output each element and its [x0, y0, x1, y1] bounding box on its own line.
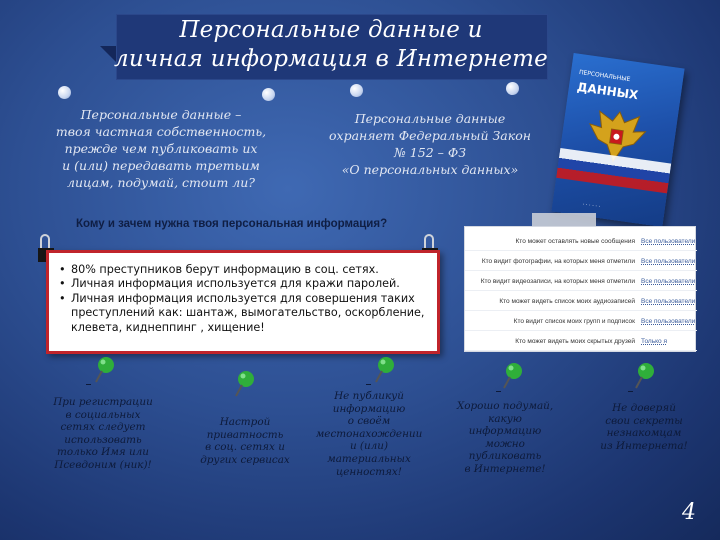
book-flag — [556, 148, 671, 193]
decor-dot — [506, 82, 519, 95]
intro-right-line: № 152 – ФЗ — [393, 145, 467, 160]
page-title — [96, 16, 566, 74]
tip-note-line: информацию — [332, 402, 406, 415]
book-footer-mark: · · · · · · — [582, 201, 601, 211]
book-title-line-1: ПЕРСОНАЛЬНЫЕ — [578, 68, 631, 84]
intro-right — [322, 110, 538, 178]
tip-note-line: материальных — [327, 452, 411, 465]
tip-note-line: ценностях! — [336, 465, 402, 478]
facts-card — [46, 250, 440, 354]
question-heading: Кому и зачем нужна твоя персональная информация? — [76, 218, 388, 230]
tip-note-line: и (или) — [349, 440, 389, 453]
fact-item — [59, 292, 427, 335]
law-book-cover — [551, 53, 684, 227]
tip-note-line: в социальных — [65, 408, 141, 421]
decor-dot — [262, 88, 275, 101]
tip-note-line: Не доверяй — [612, 402, 676, 414]
push-pin-icon — [232, 370, 256, 400]
tip-note-5 — [588, 402, 700, 452]
tip-note-line: в соц. сетях и — [205, 441, 285, 454]
push-pin-icon — [372, 356, 396, 386]
privacy-row-value: Все пользователи — [641, 238, 696, 245]
decor-dot — [350, 84, 363, 97]
page-number: 4 — [682, 500, 696, 525]
book-title — [576, 66, 641, 102]
tip-note-line: Хорошо подумай, — [456, 400, 554, 412]
intro-left-line: лицам, подумай, стоит ли? — [66, 175, 256, 190]
tip-note-3 — [312, 390, 426, 478]
privacy-row-question: Кто может видеть моих скрытых друзей — [515, 338, 635, 345]
tip-dash — [366, 384, 371, 385]
privacy-row — [465, 333, 697, 351]
privacy-row-value: Все пользователи — [641, 298, 696, 305]
tip-note-2 — [190, 416, 300, 466]
tip-note-4 — [448, 400, 562, 476]
privacy-row — [465, 313, 697, 331]
privacy-settings-screenshot — [464, 226, 696, 352]
tip-note-line: местонахождении — [315, 427, 423, 440]
intro-right-line: «О персональных данных» — [341, 162, 519, 177]
privacy-row-question: Кто может видеть список моих аудиозаписей — [499, 298, 635, 305]
fact-item-line: клевета, киднеппинг , хищение! — [71, 320, 265, 334]
intro-left-line: Персональные данные – — [80, 107, 242, 122]
privacy-row-value: Все пользователи — [641, 318, 696, 325]
push-pin-icon — [92, 356, 116, 386]
intro-right-line: охраняет Федеральный Закон — [329, 128, 531, 143]
page-title-line-2: личная информация в Интернете — [114, 46, 548, 72]
intro-left-line: прежде чем публиковать их — [64, 141, 258, 156]
privacy-row-value: Все пользователи — [641, 278, 696, 285]
intro-right-line: Персональные данные — [354, 111, 506, 126]
tip-note-line: из Интернета! — [600, 439, 688, 452]
privacy-row-question: Кто видит видеозаписи, на которых меня отметили — [480, 278, 635, 285]
privacy-row-question: Кто видит список моих групп и подписок — [513, 318, 635, 325]
privacy-row — [465, 293, 697, 311]
intro-left — [52, 106, 270, 191]
book-title-line-2: ДАННЫХ — [576, 79, 640, 103]
tip-note-line: Псевдоним (ник)! — [54, 458, 152, 471]
tip-note-line: свои секреты — [605, 414, 683, 427]
push-pin-icon — [632, 362, 656, 392]
tip-note-line: других сервисах — [200, 453, 290, 466]
tip-note-line: сетях следует — [60, 421, 146, 434]
decor-dot — [58, 86, 71, 99]
tip-note-line: При регистрации — [53, 396, 153, 408]
tip-note-line: Не публикуй — [334, 390, 404, 402]
fact-item: • Личная информация используется для кражи паролей. — [59, 277, 427, 291]
tip-note-line: в Интернете! — [464, 462, 546, 475]
intro-left-line: и (или) передавать третьим — [62, 158, 260, 173]
tip-dash — [496, 391, 501, 392]
tip-dash — [628, 391, 633, 392]
tip-note-line: использовать — [64, 433, 142, 446]
tip-note-line: можно — [485, 437, 525, 450]
tip-note-line: Настрой — [219, 416, 271, 428]
tip-note-line: какую — [488, 412, 522, 425]
fact-item-line: Личная информация используется для совершения таких — [71, 291, 415, 305]
tip-note-line: незнакомцам — [606, 427, 682, 440]
tip-note-1 — [50, 396, 156, 472]
tip-note-line: только Имя или — [56, 446, 149, 459]
intro-left-line: твоя частная собственность, — [55, 124, 267, 139]
privacy-row — [465, 273, 697, 291]
tip-note-line: о своём — [347, 415, 391, 428]
fact-item: • 80% преступников берут информацию в соц. сетях. — [59, 263, 427, 277]
tip-note-line: информацию — [468, 425, 542, 438]
tip-note-line: приватность — [206, 428, 284, 441]
privacy-row — [465, 253, 697, 271]
privacy-row-question: Кто видит фотографии, на которых меня отметили — [481, 258, 635, 265]
push-pin-icon — [500, 362, 524, 392]
privacy-row-value: Все пользователи — [641, 258, 696, 265]
privacy-row-value: Только я — [641, 338, 667, 345]
fact-item-line: преступлений как: шантаж, вымогательство, оскорбление, — [71, 306, 425, 320]
page-title-line-1: Персональные данные и — [179, 17, 483, 43]
tip-note-line: публиковать — [468, 450, 542, 463]
privacy-row — [465, 233, 697, 251]
tip-dash — [86, 384, 91, 385]
privacy-row-question: Кто может оставлять новые сообщения — [515, 238, 635, 245]
